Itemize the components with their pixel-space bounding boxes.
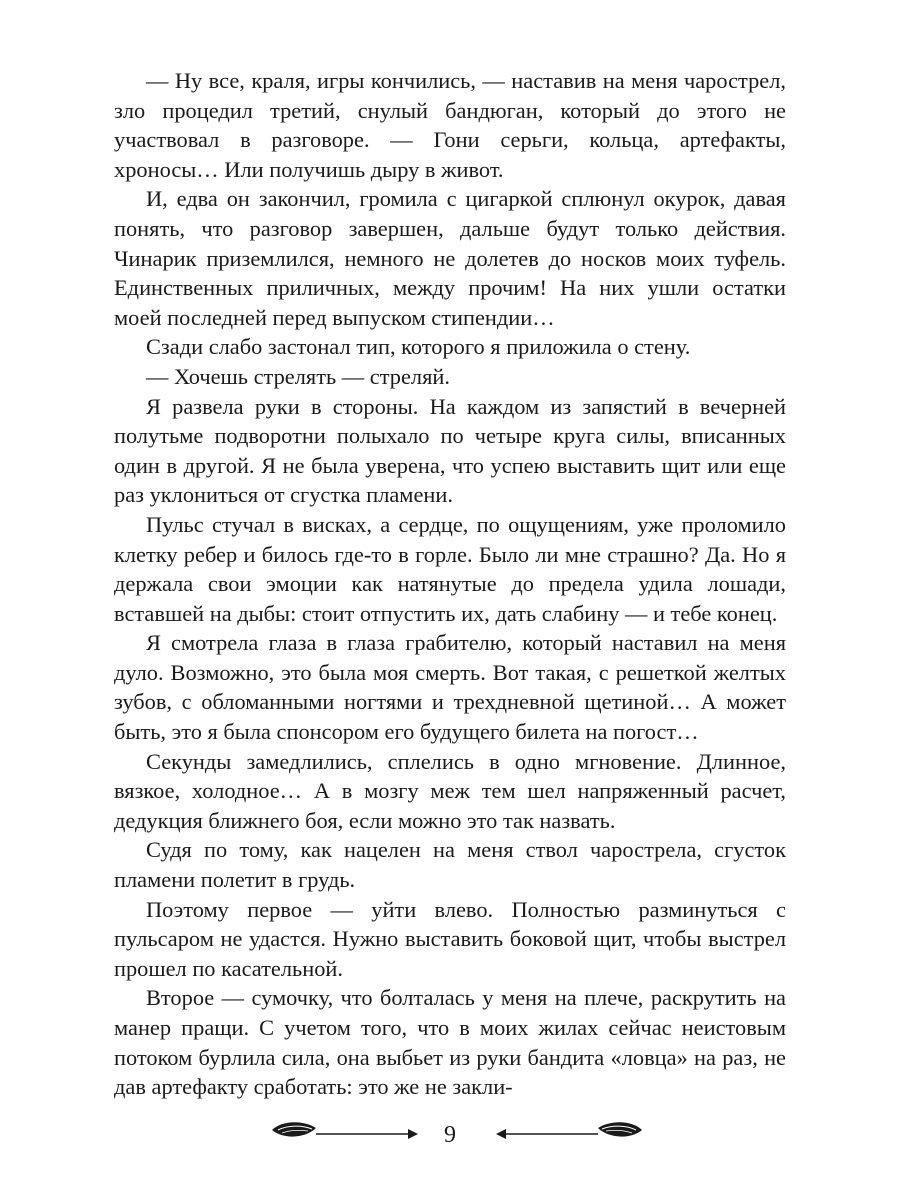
paragraph-3: Сзади слабо застонал тип, которого я приложила о стену. [146,334,691,360]
paragraph-8: Секунды замедлились, сплелись в одно мгновение. Длинное, вязкое, холодное… А в мозгу меж тем шел напряженный расчет, дедукция ближнего боя, если можно это так назвать. [114,748,786,833]
paragraph-2: И, едва он закончил, громила с цигаркой сплюнул окурок, давая понять, что разговор завершен, дальше будут только действия. Чинарик приземлился, немного не долетев до носков моих туфель. Единственных приличных, между прочим! На них ушли остатки моей последней перед выпуском стипендии… [114,186,786,330]
paragraph-11: Второе — сумочку, что болталась у меня на плече, раскрутить на манер пращи. С учетом того, что в моих жилах сейчас неистовым потоком бурлила сила, она выбьет из руки бандита «ловца» на раз, не дав артефакту сработать: это же не закли- [114,985,786,1100]
left-leaf-arrow-ornament-icon [270,1118,420,1148]
paragraph-6: Пульс стучал в висках, а сердце, по ощущениям, уже проломило клетку ребер и билось где-то в горле. Было ли мне страшно? Да. Но я держала свои эмоции как натянутые до предела удила лошади, вставшей на дыбы: стоит отпустить их, дать слабину — и тебе конец. [114,511,786,626]
page-number: 9 [444,1122,456,1148]
page-body [114,66,786,1102]
paragraph-5: Я развела руки в стороны. На каждом из запястий в вечерней полутьме подворотни полыхало по четыре круга силы, вписанных один в другой. Я не была уверена, что успею выставить щит или еще раз уклониться от сгустка пламени. [114,393,786,508]
paragraph-10: Поэтому первое — уйти влево. Полностью разминуться с пульсаром не удастся. Нужно выставить боковой щит, чтобы выстрел прошел по касательной. [114,896,786,981]
right-leaf-arrow-ornament-icon [494,1118,644,1148]
page-footer [0,1118,900,1158]
paragraph-9: Судя по тому, как нацелен на меня ствол чарострела, сгусток пламени полетит в грудь. [114,837,786,893]
paragraph-4: — Хочешь стрелять — стреляй. [146,363,450,389]
paragraph-1: — Ну все, краля, игры кончились, — наставив на меня чарострел, зло процедил третий, снулый бандюган, который до этого не участвовал в разговоре. — Гони серьги, кольца, артефакты, хроносы… Или получишь дыру в живот. [114,68,786,182]
paragraph-7: Я смотрела глаза в глаза грабителю, который наставил на меня дуло. Возможно, это была моя смерть. Вот такая, с решеткой желтых зубов, с обломанными ногтями и трехдневной щетиной… А может быть, это я была спонсором его будущего билета на погост… [114,630,786,745]
